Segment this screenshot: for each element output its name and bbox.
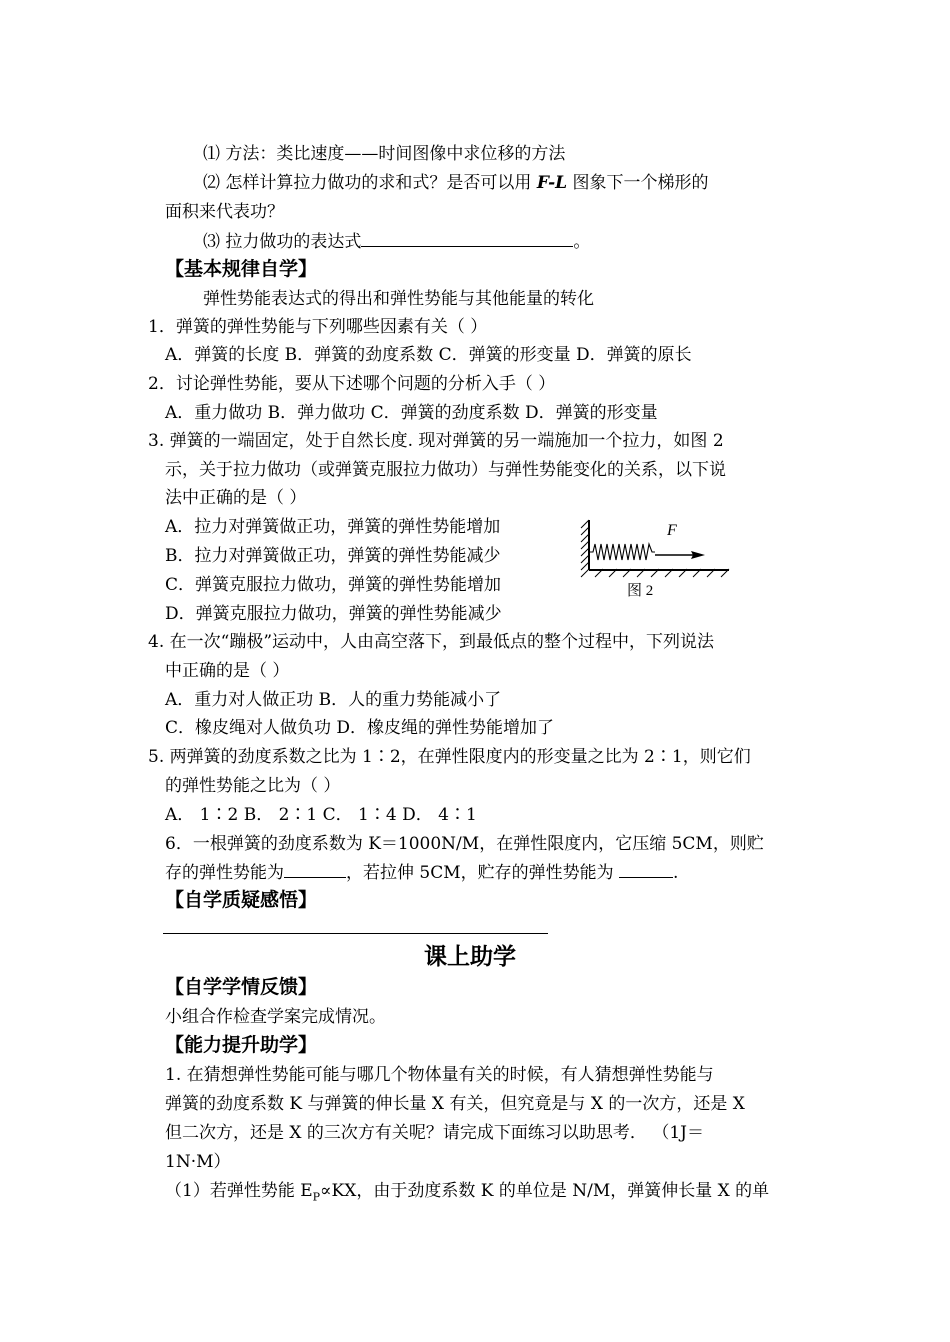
feedback-text: 小组合作检查学案完成情况。 [165,1007,386,1027]
q6-text-a: 存的弹性势能为 [165,863,284,883]
q3-stem-l1: 3. 弹簧的一端固定，处于自然长度. 现对弹簧的另一端施加一个拉力，如图 2 [148,431,724,451]
question-sum-text-a: ⑵ 怎样计算拉力做功的求和式？是否可以用 [203,173,537,193]
force-label: F [667,522,677,539]
q6-blank-compress[interactable] [284,861,346,878]
heading-basic: 【基本规律自学】 [165,258,318,280]
q6-stem-l2 [165,861,678,884]
q5-options: A． 1∶2 B． 2∶1 C． 1∶4 D． 4∶1 [165,805,477,825]
heading-ability: 【能力提升助学】 [165,1034,318,1056]
ability-l2: 弹簧的劲度系数 K 与弹簧的伸长量 X 有关，但究竟是与 X 的一次方，还是 X [165,1094,745,1114]
ability-l5-text-b: ∝KX，由于劲度系数 K 的单位是 N/M，弹簧伸长量 X 的单 [320,1181,770,1201]
force-arrow-head [691,551,705,559]
q3-stem-l3: 法中正确的是（ ） [165,488,307,508]
spring-figure [575,518,735,600]
q3-option-b: B．拉力对弹簧做正功，弹簧的弹性势能减少 [165,546,501,566]
class-title: 课上助学 [424,943,516,970]
question-sum-line-cont: 面积来代表功？ [165,202,284,222]
wall-hatch [581,520,729,577]
q6-blank-stretch[interactable] [619,861,673,878]
work-expression-label: ⑶ 拉力做功的表达式 [203,232,362,252]
q3-option-c: C．弹簧克服拉力做功，弹簧的弹性势能增加 [165,575,502,595]
q4-stem-l2: 中正确的是（ ） [165,661,290,681]
question-sum-text-b: 图象下一个梯形的 [567,173,709,193]
heading-feedback: 【自学学情反馈】 [165,976,318,998]
q4-options-1: A．重力对人做正功 B．人的重力势能减小了 [165,690,502,710]
q6-stem-l1: 6．一根弹簧的劲度系数为 K＝1000N/M，在弹性限度内，它压缩 5CM，则贮 [165,834,764,854]
q1-stem: 1．弹簧的弹性势能与下列哪些因素有关（ ） [148,317,488,337]
figure-caption: 图 2 [627,583,654,599]
work-expression-line [203,230,590,253]
spring-coil [589,544,655,560]
work-expression-blank[interactable] [361,230,573,247]
ep-subscript: P [312,1190,321,1204]
q6-text-c: . [673,863,679,883]
work-expression-end: 。 [573,232,591,252]
question-sum-line [203,172,709,194]
ability-l4: 1N·M） [165,1152,231,1172]
heading-doubt: 【自学质疑感悟】 [165,889,318,911]
basic-subtitle: 弹性势能表达式的得出和弹性势能与其他能量的转化 [203,289,594,309]
q3-option-a: A．拉力对弹簧做正功，弹簧的弹性势能增加 [165,517,501,537]
q3-stem-l2: 示，关于拉力做功（或弹簧克服拉力做功）与弹性势能变化的关系，以下说 [165,460,726,480]
q5-stem-l2: 的弹性势能之比为（ ） [165,776,341,796]
ability-l3: 但二次方，还是 X 的三次方有关呢？请完成下面练习以助思考． （1J＝ [165,1123,704,1143]
q2-stem: 2．讨论弹性势能，要从下述哪个问题的分析入手（ ） [148,374,556,394]
q3-option-d: D．弹簧克服拉力做功，弹簧的弹性势能减少 [165,604,502,624]
q1-options: A．弹簧的长度 B．弹簧的劲度系数 C．弹簧的形变量 D．弹簧的原长 [165,345,692,365]
q4-options-2: C．橡皮绳对人做负功 D．橡皮绳的弹性势能增加了 [165,718,555,738]
q2-options: A．重力做功 B．弹力做功 C．弹簧的劲度系数 D．弹簧的形变量 [165,403,658,423]
fl-label: F-L [536,173,568,193]
ability-l1: 1. 在猜想弹性势能可能与哪几个物体量有关的时候，有人猜想弹性势能与 [165,1065,714,1085]
ability-l5-text-a: （1）若弹性势能 E [165,1181,313,1201]
q6-text-b: ，若拉伸 5CM，贮存的弹性势能为 [346,863,620,883]
ability-l5 [165,1180,769,1208]
method-line: ⑴ 方法：类比速度——时间图像中求位移的方法 [203,144,566,164]
doubt-answer-line[interactable] [163,933,548,934]
q5-stem-l1: 5. 两弹簧的劲度系数之比为 1∶2，在弹性限度内的形变量之比为 2∶1，则它们 [148,747,751,767]
q4-stem-l1: 4. 在一次“蹦极”运动中，人由高空落下，到最低点的整个过程中，下列说法 [148,632,715,652]
